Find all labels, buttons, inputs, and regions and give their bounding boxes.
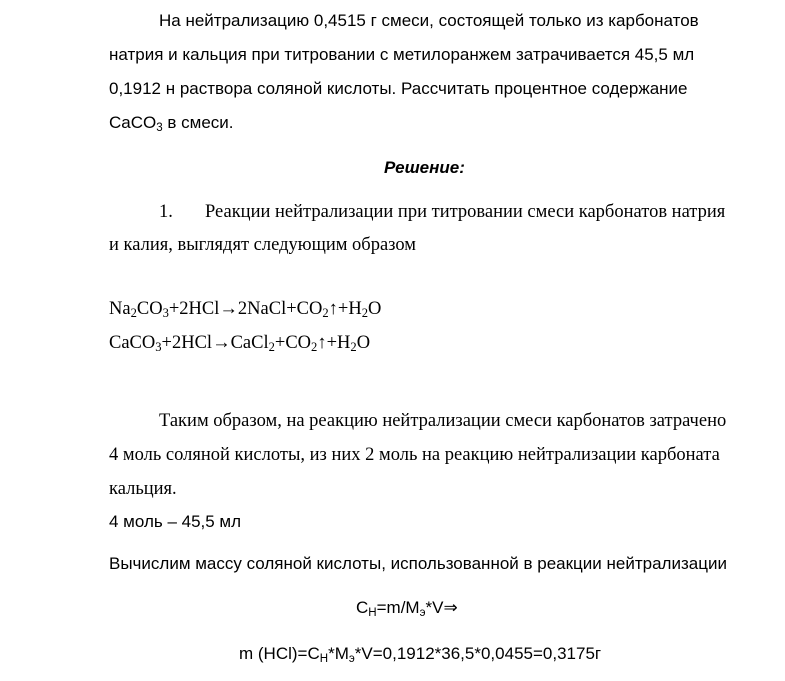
arrow-right-icon: → xyxy=(212,333,231,353)
step-number: 1. xyxy=(159,202,173,222)
arrow-right-icon: → xyxy=(219,299,238,319)
explanation-line-3: кальция. xyxy=(109,479,177,499)
arrow-up-icon: ↑ xyxy=(328,299,338,319)
explanation-line-2: 4 моль соляной кислоты, из них 2 моль на реакцию нейтрализации карбоната xyxy=(109,445,720,465)
solution-heading: Решение: xyxy=(384,158,465,177)
normality-formula: $C_Н=m/M_э*V\Rightarrow$ xyxy=(356,598,458,619)
ratio-line: 4 моль – 45,5 мл xyxy=(109,512,242,531)
reaction-equation-1: $Na_2CO_3+2HCl\to 2NaCl+CO_2↑+H_2O$ xyxy=(109,299,382,321)
calculation-intro: Вычислим массу соляной кислоты, использованной в реакции нейтрализации xyxy=(109,554,727,573)
problem-line-4: CaCO$_3$ в смеси. xyxy=(109,113,234,134)
arrow-up-icon: ↑ xyxy=(317,333,327,353)
reaction-equation-2: $CaCO_3+2HCl\to CaCl_2+CO_2↑+H_2O$ xyxy=(109,333,371,355)
explanation-line-1: Таким образом, на реакцию нейтрализации смеси карбонатов затрачено xyxy=(159,411,727,431)
problem-line-1: На нейтрализацию 0,4515 г смеси, состоящей только из карбонатов xyxy=(159,11,699,30)
problem-line-2: натрия и кальция при титровании с метилоранжем затрачивается 45,5 мл xyxy=(109,45,695,64)
mass-calculation-formula: m $(HCl)=C_Н*M_э*V=0,1912*36,5*0,0455=0,3175г$ xyxy=(239,644,602,665)
problem-line-3: 0,1912 н раствора соляной кислоты. Рассчитать процентное содержание xyxy=(109,79,688,98)
step-1-line-1: Реакции нейтрализации при титровании смеси карбонатов натрия xyxy=(205,202,726,222)
step-1-line-2: и калия, выглядят следующим образом xyxy=(109,235,416,255)
